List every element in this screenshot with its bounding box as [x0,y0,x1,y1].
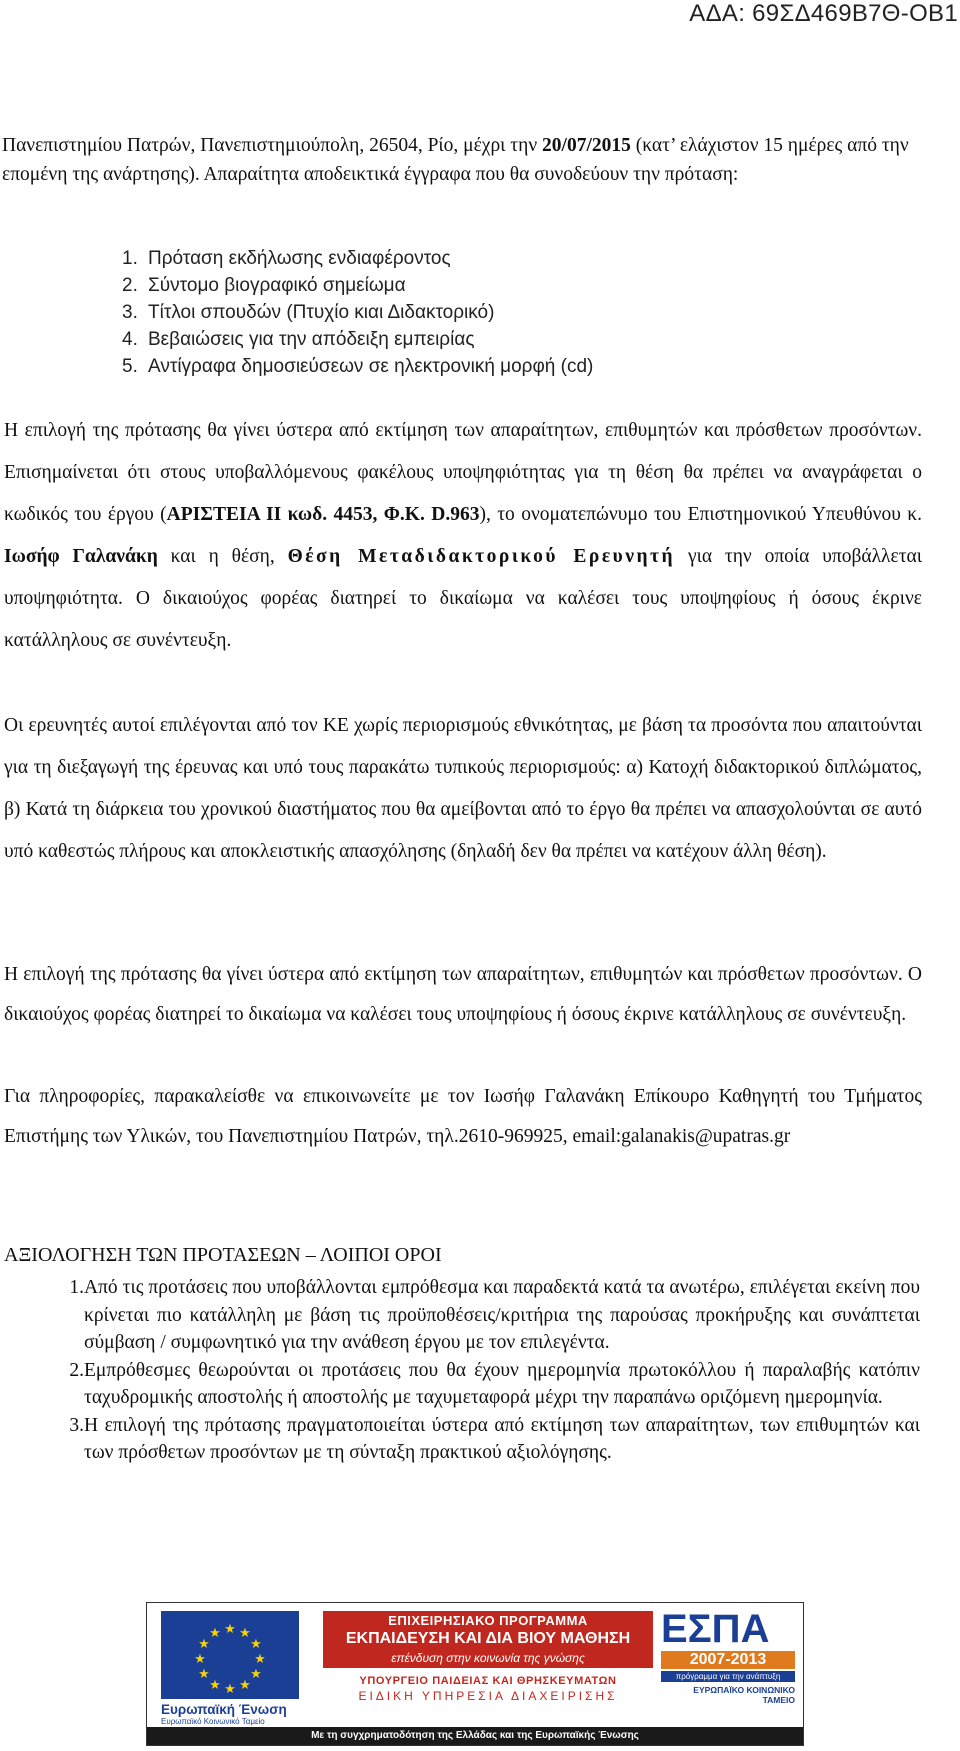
selection-text-1: Η επιλογή της πρότασης θα γίνει ύστερα από εκτίμηση των απαραίτητων, επιθυμητών και πρόσθετων προσόντων. Επισημαίνεται ότι στους υποβαλλόμενους φακέλους υποψηφιότητας για τη θέση θα πρέπει να αναγράφεται ο κωδικός του έργου ( [4,420,922,525]
espa-logo [661,1609,795,1717]
selection-text-3: και η θέση, [157,546,288,567]
scientific-supervisor-name: Ιωσήφ Γαλανάκη [4,546,158,567]
svg-text:★: ★ [224,1682,236,1697]
list-item [122,353,593,380]
list-item-text: Τίτλοι σπουδών (Πτυχίο κιαι Διδακτορικό) [148,302,495,323]
term-text: Εμπρόθεσμες θεωρούνται οι προτάσεις που θα έχουν ημερομηνία πρωτοκόλλου ή παραλαβής κατόπιν ταχυδρομικής αποστολής ή αποστολής με ταχυμεταφορά μέχρι την παραπάνω οριζόμενη ημερομηνία. [84,1359,920,1408]
ministry-name: ΥΠΟΥΡΓΕΙΟ ΠΑΙΔΕΙΑΣ ΚΑΙ ΘΡΗΣΚΕΥΜΑΤΩΝ [359,1675,617,1687]
espa-years: 2007-2013 [661,1651,795,1669]
program-logo [323,1611,653,1703]
svg-text:★: ★ [194,1652,206,1667]
list-item-number: 2. [122,275,138,296]
svg-text:★: ★ [224,1622,236,1637]
eu-flag-icon [161,1611,299,1699]
list-item [122,272,593,299]
svg-text:★: ★ [209,1626,221,1641]
list-item-number: 3. [122,302,138,323]
espa-sub: πρόγραμμα για την ανάπτυξη [661,1671,795,1682]
espa-fund: ΕΥΡΩΠΑΪΚΟ ΚΟΙΝΩΝΙΚΟ ΤΑΜΕΙΟ [693,1685,795,1705]
terms-list [0,1274,920,1467]
evaluation-heading: ΑΞΙΟΛΟΓΗΣΗ ΤΩΝ ΠΡΟΤΑΣΕΩΝ – ΛΟΙΠΟΙ ΟΡΟΙ [4,1244,442,1266]
project-code: ΑΡΙΣΤΕΙΑ ΙΙ κωδ. 4453, Φ.Κ. D.963 [166,504,480,525]
intro-text-before: Πανεπιστημίου Πατρών, Πανεπιστημιούπολη, 26504, Ρίο, μέχρι την [2,135,543,156]
selection-paragraph [4,410,922,662]
list-item [122,299,593,326]
list-item-number: 2. [69,1359,84,1381]
list-item-text [84,1357,920,1412]
list-item [0,1357,920,1412]
svg-text:★: ★ [209,1678,221,1693]
eu-logo [157,1611,307,1729]
list-item [122,326,593,353]
selection-paragraph-2: Η επιλογή της πρότασης θα γίνει ύστερα από εκτίμηση των απαραίτητων, επιθυμητών και πρόσθετων προσόντων. Ο δικαιούχος φορέας διατηρεί το δικαίωμα να καλέσει τους υποψηφίους ή όσους έκρινε κατάλληλους σε συνέντευξη. [4,964,922,1025]
funding-banner [146,1602,804,1746]
list-item-text [84,1274,920,1357]
eu-caption: Ευρωπαϊκή Ένωση [161,1702,287,1717]
researchers-paragraph: Οι ερευνητές αυτοί επιλέγονται από τον ΚΕ χωρίς περιορισμούς εθνικότητας, με βάση τα προσόντα που απαιτούνται για τη διεξαγωγή της έρευνας και υπό τους παρακάτω τυπικούς περιορισμούς: α) Κατοχή διδακτορικού διπλώματος, β) Κατά τη διάρκεια του χρονικού διαστήματος που θα αμείβονται από το έργο θα πρέπει να απασχολούνται σε αυτό υπό καθεστώς πλήρους και αποκλειστικής απασχόλησης (δηλαδή δεν θα πρέπει να κατέχουν άλλη θέση). [4,715,922,862]
list-item-text: Αντίγραφα δημοσιεύσεων σε ηλεκτρονική μορφή (cd) [148,356,594,377]
svg-text:★: ★ [239,1626,251,1641]
list-item-number: 1. [69,1277,84,1298]
list-item-number: 3. [69,1414,84,1436]
contact-info-paragraph: Για πληροφορίες, παρακαλείσθε να επικοινωνείτε με τον Ιωσήφ Γαλανάκη Επίκουρο Καθηγητή του Τμήματος Επιστήμης των Υλικών, του Πανεπιστημίου Πατρών, τηλ.2610-969925, email:galanakis@upatras.gr [4,1086,922,1147]
position-title: Θέση Μεταδιδακτορικού Ερευνητή [287,546,676,567]
svg-text:★: ★ [239,1678,251,1693]
svg-text:★: ★ [198,1667,210,1682]
svg-text:★: ★ [198,1637,210,1652]
list-item [0,1274,920,1357]
list-item-text [84,1412,920,1467]
list-item [0,1412,920,1467]
intro-text-after: (κατ’ ελάχιστον 15 ημέρες από την επομένη της ανάρτησης). Απαραίτητα αποδεικτικά έγγραφα που θα συνοδεύουν την πρόταση: [2,135,909,185]
svg-text:★: ★ [254,1652,266,1667]
program-top: ΕΠΙΧΕΙΡΗΣΙΑΚΟ ΠΡΟΓΡΑΜΜΑ [323,1611,653,1628]
list-item-text: Βεβαιώσεις για την απόδειξη εμπειρίας [148,329,475,350]
program-name: ΕΚΠΑΙΔΕΥΣΗ ΚΑΙ ΔΙΑ ΒΙΟΥ ΜΑΘΗΣΗ [323,1628,653,1650]
required-documents-list [122,245,593,380]
eu-subcaption: Ευρωπαϊκό Κοινωνικό Ταμείο [161,1717,265,1726]
list-item-number: 1. [122,248,138,269]
espa-word: ΕΣΠΑ [661,1607,770,1651]
cofinance-strip: Με τη συγχρηματοδότηση της Ελλάδας και της Ευρωπαϊκής Ένωσης [147,1727,803,1745]
ada-header: ΑΔΑ: 69ΣΔ469Β7Θ-ΟΒ1 [689,0,958,27]
list-item-text: Σύντομο βιογραφικό σημείωμα [148,275,406,296]
selection-text-4: για την οποία υποβάλλεται υποψηφιότητα. Ο δικαιούχος φορέας διατηρεί το δικαίωμα να καλέσει τους υποψηφίους ή όσους έκρινε κατάλληλους σε συνέντευξη. [4,546,922,651]
eu-stars-icon [161,1611,299,1699]
list-item-text: Πρόταση εκδήλωσης ενδιαφέροντος [148,248,451,269]
intro-paragraph [2,131,922,189]
svg-text:★: ★ [250,1667,262,1682]
svg-text:★: ★ [250,1637,262,1652]
term-text: Από τις προτάσεις που υποβάλλονται εμπρόθεσμα και παραδεκτά κατά τα ανωτέρω, επιλέγεται εκείνη που κρίνεται πιο κατάλληλη με βάση τις προϋποθέσεις/κριτήρια της παρούσας προκήρυξης και συνάπτεται σύμβαση / συμφωνητικό για την ανάθεση έργου με τον επιλεγέντα. [84,1277,920,1353]
authority-name: ΕΙΔΙΚΗ ΥΠΗΡΕΣΙΑ ΔΙΑΧΕΙΡΙΣΗΣ [358,1689,618,1703]
deadline-date: 20/07/2015 [542,135,631,156]
term-text: Η επιλογή της πρότασης πραγματοποιείται ύστερα από εκτίμηση των απαραίτητων, των επιθυμητών και των πρόσθετων προσόντων με τη σύνταξη πρακτικού αξιολόγησης. [84,1414,920,1463]
list-item-number: 5. [122,356,138,377]
program-slogan: επένδυση στην κοινωνία της γνώσης [323,1650,653,1668]
list-item [122,245,593,272]
selection-text-2: ), το ονοματεπώνυμο του Επιστημονικού Υπευθύνου κ. [479,504,922,525]
list-item-number: 4. [122,329,138,350]
